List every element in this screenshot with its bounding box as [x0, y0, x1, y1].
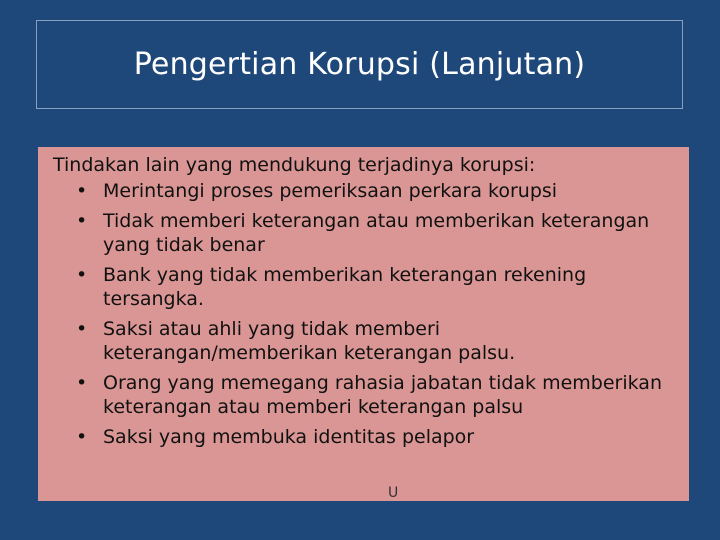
slide-title-box: [36, 20, 683, 109]
list-item: [76, 209, 675, 257]
bullet-icon: •: [76, 426, 88, 448]
bullet-icon: •: [76, 180, 88, 202]
lead-text: Tindakan lain yang mendukung terjadinya korupsi:: [53, 154, 536, 176]
bullet-icon: •: [76, 210, 88, 232]
bullet-icon: •: [76, 318, 88, 340]
list-item-text: Bank yang tidak memberikan keterangan rekening tersangka.: [103, 264, 587, 310]
list-item: [76, 425, 675, 449]
list-item-text: Orang yang memegang rahasia jabatan tidak memberikan keterangan atau memberi keterangan palsu: [103, 372, 662, 418]
list-item-text: Saksi yang membuka identitas pelapor: [103, 426, 475, 448]
slide-title: Pengertian Korupsi (Lanjutan): [133, 47, 586, 82]
bullet-list: [53, 179, 675, 449]
list-item-text: Saksi atau ahli yang tidak memberi keterangan/memberikan keterangan palsu.: [103, 318, 516, 364]
list-item-text: Tidak memberi keterangan atau memberikan keterangan yang tidak benar: [103, 210, 650, 256]
footer-glyph: U: [388, 485, 399, 501]
content-panel: [38, 147, 689, 501]
list-item: [76, 371, 675, 419]
bullet-icon: •: [76, 372, 88, 394]
bullet-icon: •: [76, 264, 88, 286]
list-item: [76, 179, 675, 203]
list-item-text: Merintangi proses pemeriksaan perkara korupsi: [103, 180, 558, 202]
list-item: [76, 263, 675, 311]
list-item: [76, 317, 675, 365]
